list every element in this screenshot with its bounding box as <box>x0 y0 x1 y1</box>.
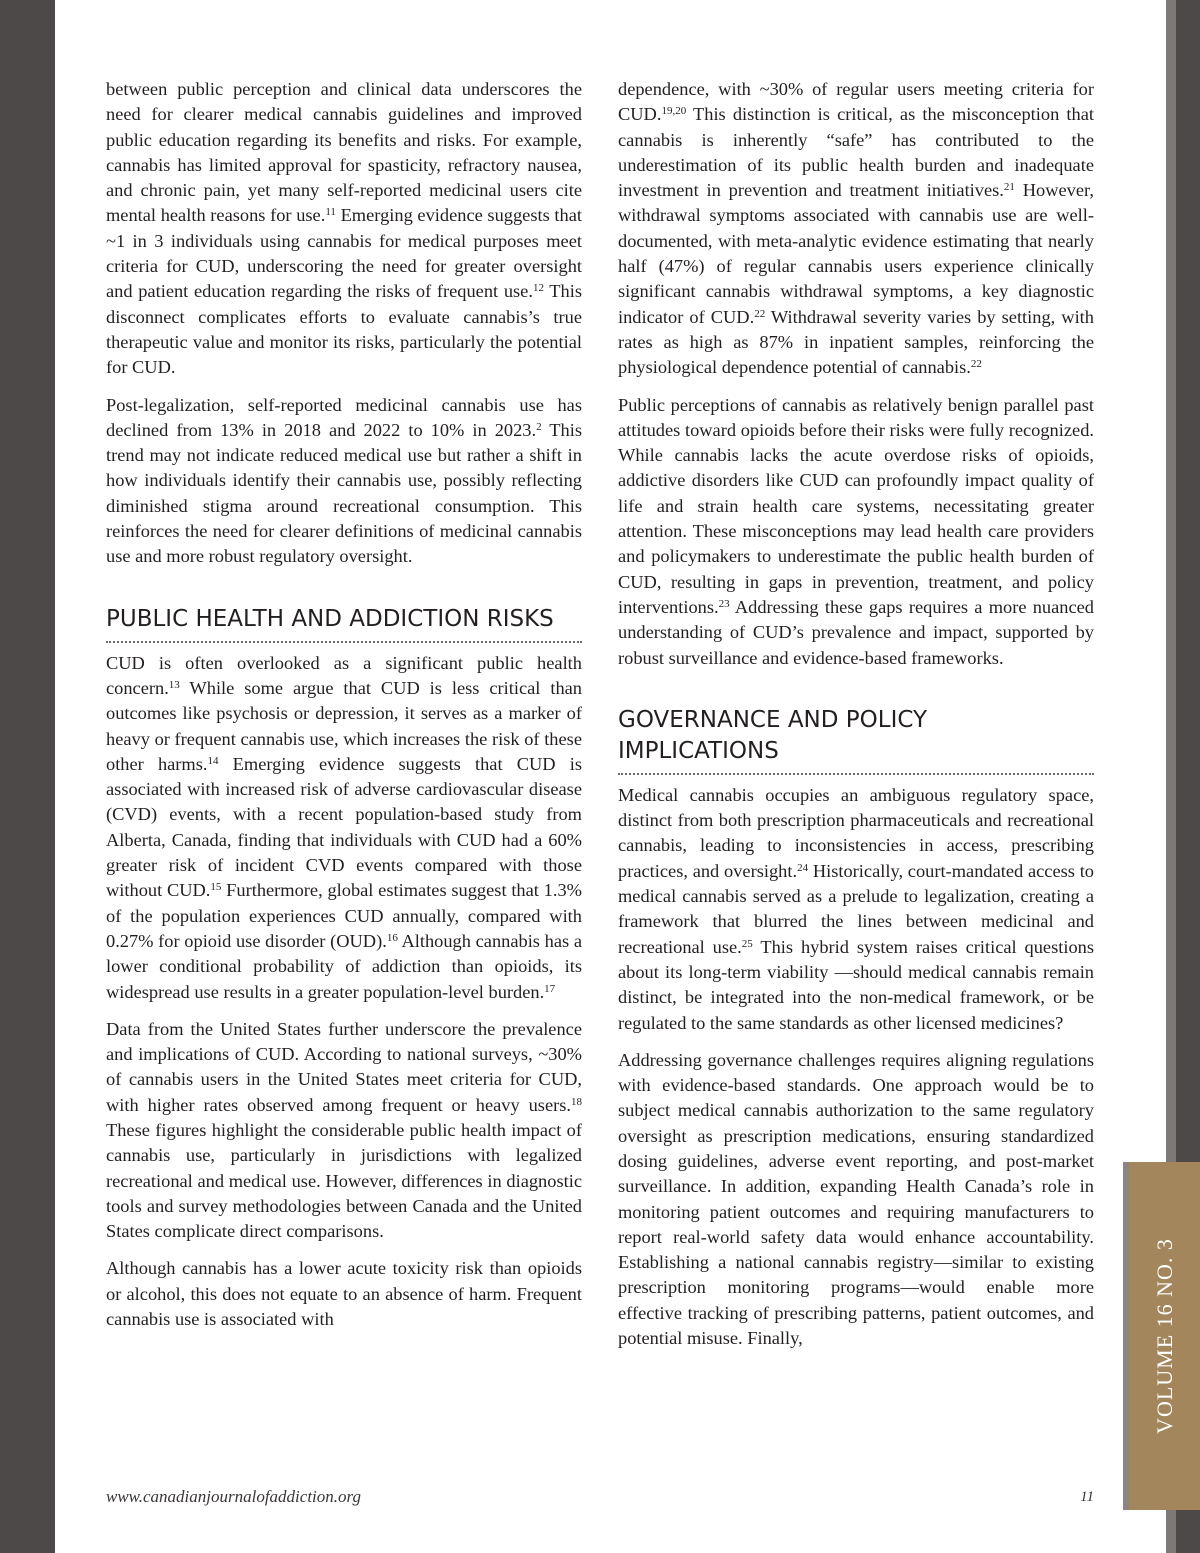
left-column <box>106 77 582 1344</box>
volume-label: VOLUME 16 NO. 3 <box>1151 1238 1177 1434</box>
left-paragraph-5: Although cannabis has a lower acute toxicity risk than opioids or alcohol, this does not equate to an absence of harm. Frequent cannabis use is associated with <box>106 1258 582 1330</box>
left-paragraph-4: Data from the United States further underscore the prevalence and implications of CUD. According to national surveys, ~30% of cannabis users in the United States meet criteria for CUD, with higher rates observed among frequent or heavy users.$^{18}$ These figures highlight the considerable public health impact of cannabis use, particularly in jurisdictions with legalized recreational and medical use. However, differences in diagnostic tools and survey methodologies between Canada and the United States complicate direct comparisons. <box>106 1018 582 1242</box>
right-paragraph-4: Addressing governance challenges requires aligning regulations with evidence-based standards. One approach would be to subject medical cannabis authorization to the same regulatory oversight as prescription medications, ensuring standardized dosing guidelines, adverse event reporting, and post-market surveillance. In addition, expanding Health Canada’s role in monitoring patient outcomes and requiring manufacturers to report real-world safety data would enhance accountability. Establishing a national cannabis registry—similar to existing prescription monitoring programs—would enable more effective tracking of prescribing patterns, patient outcomes, and potential misuse. Finally, <box>618 1049 1094 1349</box>
right-paragraph-2: Public perceptions of cannabis as relatively benign parallel past attitudes toward opioids before their risks were fully recognized. While cannabis lacks the acute overdose risks of opioids, addictive disorders like CUD can profoundly impact quality of life and strain health care systems, necessitating greater attention. These misconceptions may lead health care providers and policymakers to underestimate the public health burden of CUD, resulting in gaps in prevention, treatment, and policy interventions.$^{23}$ Addressing these gaps requires a more nuanced understanding of CUD’s prevalence and impact, supported by robust surveillance and evidence-based frameworks. <box>618 394 1094 668</box>
section-heading-public-health: PUBLIC HEALTH AND ADDICTION RISKS <box>106 604 582 643</box>
left-margin-bar <box>0 0 55 1553</box>
left-paragraph-1: between public perception and clinical data underscores the need for clearer medical cannabis guidelines and improved public education regarding its benefits and risks. For example, cannabis has limited approval for spasticity, refractory nausea, and chronic pain, yet many self-reported medicinal users cite mental health reasons for use.$^{11}$ Emerging evidence suggests that ~1 in 3 individuals using cannabis for medical purposes meet criteria for CUD, underscoring the need for greater oversight and patient education regarding the risks of frequent use.$^{12}$ This disconnect complicates efforts to evaluate cannabis’s true therapeutic value and monitor its risks, particularly the potential for CUD. <box>106 79 583 378</box>
page-number: 11 <box>1080 1489 1094 1505</box>
left-paragraph-2: Post-legalization, self-reported medicinal cannabis use has declined from 13% in 2018 and 2022 to 10% in 2023.$^2$ This trend may not indicate reduced medical use but rather a shift in how individuals identify their cannabis use, possibly reflecting diminished stigma around recreational consumption. This reinforces the need for clearer definitions of medicinal cannabis use and more robust regulatory oversight. <box>106 394 582 567</box>
section-heading-governance-line1: GOVERNANCE AND POLICY <box>618 706 928 733</box>
section-heading-governance-line2: IMPLICATIONS <box>618 737 779 764</box>
right-column <box>618 77 1094 1363</box>
left-paragraph-3: CUD is often overlooked as a significant public health concern.$^{13}$ While some argue that CUD is less critical than outcomes like psychosis or depression, it serves as a marker of heavy or frequent cannabis use, which increases the risk of these other harms.$^{14}$ Emerging evidence suggests that CUD is associated with increased risk of adverse cardiovascular disease (CVD) events, with a recent population-based study from Alberta, Canada, finding that individuals with CUD had a 60% greater risk of incident CVD events compared with those without CUD.$^{15}$ Furthermore, global estimates suggest that 1.3% of the population experiences CUD annually, compared with 0.27% for opioid use disorder (OUD).$^{16}$ Although cannabis has a lower conditional probability of addiction than opioids, its widespread use results in a greater population-level burden.$^{17}$ <box>106 652 583 1002</box>
section-heading-governance <box>618 705 1094 775</box>
volume-tab <box>1129 1162 1200 1510</box>
journal-url-link[interactable]: www.canadianjournalofaddiction.org <box>106 1487 362 1506</box>
right-paragraph-1: dependence, with ~30% of regular users meeting criteria for CUD.$^{19,20}$ This distinction is critical, as the misconception that cannabis is inherently “safe” has contributed to the underestimation of its public health burden and inadequate investment in prevention and treatment initiatives.$^{21}$ However, withdrawal symptoms associated with cannabis use are well-documented, with meta-analytic evidence estimating that nearly half (47%) of regular cannabis users experience clinically significant cannabis withdrawal symptoms, a key diagnostic indicator of CUD.$^{22}$ Withdrawal severity varies by setting, with rates as high as 87% in inpatient samples, reinforcing the physiological dependence potential of cannabis.$^{22}$ <box>618 79 1094 378</box>
right-paragraph-3: Medical cannabis occupies an ambiguous regulatory space, distinct from both prescription pharmaceuticals and recreational cannabis, leading to inconsistencies in access, prescribing practices, and oversight.$^{24}$ Historically, court-mandated access to medical cannabis served as a prelude to legalization, creating a framework that blurred the lines between medicinal and recreational use.$^{25}$ This hybrid system raises critical questions about its long-term viability —should medical cannabis remain distinct, be integrated into the non-medical framework, or be regulated to the same standards as other licensed medicines? <box>618 784 1095 1033</box>
